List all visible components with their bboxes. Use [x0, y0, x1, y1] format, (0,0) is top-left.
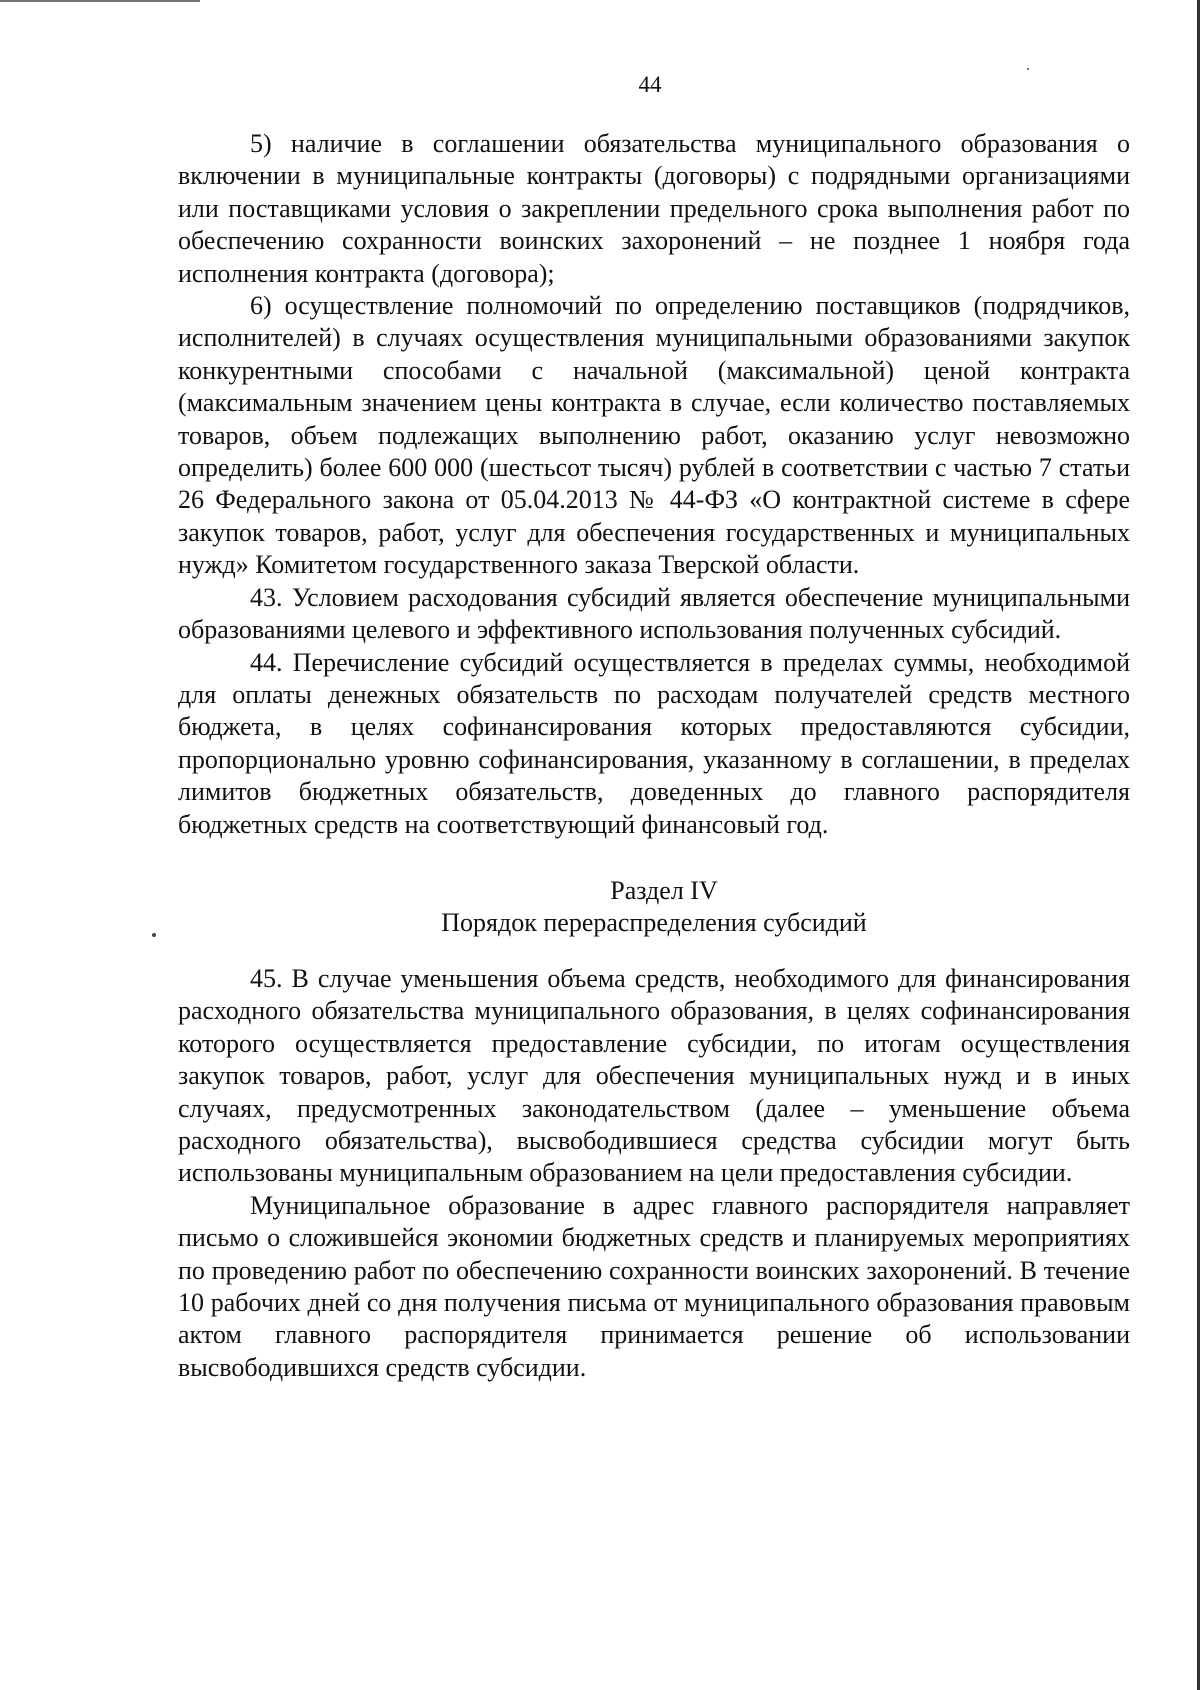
paragraph-item-5: 5) наличие в соглашении обязательства муниципального образования о включении в муниципальные контракты (договоры) с подрядными организациями или поставщиками условия о закреплении предельного срока выполнения работ по обеспечению сохранности воинских захоронений – не позднее 1 ноября года исполнения контракта (договора);: [178, 129, 1130, 288]
paragraph-item-6: 6) осуществление полномочий по определению поставщиков (подрядчиков, исполнителей) в случаях осуществления муниципальными образованиями закупок конкурентными способами с начальной (максимальной) ценой контракта (максимальным значением цены контракта в случае, если количество поставляемых товаров, объем подлежащих выполнению работ, оказанию услуг невозможно определить) более 600 000 (шестьсот тысяч) рублей в соответствии с частью 7 статьи 26 Федерального закона от 05.04.2013 № 44-ФЗ «О контрактной системе в сфере закупок товаров, работ, услуг для обеспечения государственных и муниципальных нужд» Комитетом государственного заказа Тверской области.: [178, 291, 1130, 580]
scan-speck: [152, 933, 156, 937]
paragraph-45: 45. В случае уменьшения объема средств, необходимого для финансирования расходного обязательства муниципального образования, в целях софинансирования которого осуществляется предоставление субсидии, по итогам осуществления закупок товаров, работ, услуг для обеспечения муниципальных нужд и в иных случаях, предусмотренных законодательством (далее – уменьшение объема расходного обязательства), высвободившиеся средства субсидии могут быть использованы муниципальным образованием на цели предоставления субсидии.: [178, 963, 1130, 1188]
scan-speck: [1027, 68, 1029, 70]
paragraph-letter-procedure: Муниципальное образование в адрес главного распорядителя направляет письмо о сложившейся экономии бюджетных средств и планируемых мероприятиях по проведению работ по обеспечению сохранности воинских захоронений. В течение 10 рабочих дней со дня получения письма от муниципального образования правовым актом главного распорядителя принимается решение об использовании высвободившихся средств субсидии.: [178, 1190, 1130, 1382]
page-number: 44: [638, 72, 662, 97]
paragraph-44: 44. Перечисление субсидий осуществляется в пределах суммы, необходимой для оплаты денежных обязательств по расходам получателей средств местного бюджета, в целях софинансирования которых предоставляются субсидии, пропорционально уровню софинансирования, указанному в соглашении, в пределах лимитов бюджетных обязательств, доведенных до главного распорядителя бюджетных средств на соответствующий финансовый год.: [178, 647, 1130, 839]
section-label: Раздел IV: [610, 875, 718, 905]
section-title: Порядок перераспределения субсидий: [441, 907, 867, 937]
scan-edge-top: [0, 0, 200, 2]
paragraph-43: 43. Условием расходования субсидий является обеспечение муниципальными образованиями целевого и эффективного использования полученных субсидий.: [178, 582, 1130, 645]
document-body: [178, 128, 1130, 1384]
section-heading: [178, 875, 1130, 939]
